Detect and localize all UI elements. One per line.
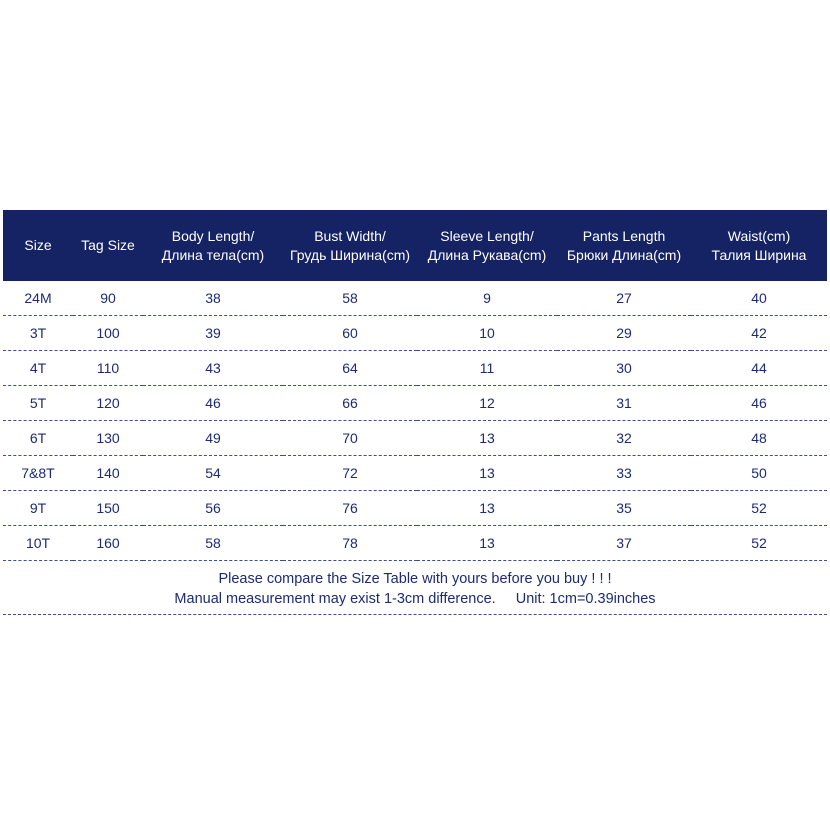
cell-waist: 52	[691, 491, 827, 526]
cell-waist: 50	[691, 456, 827, 491]
cell-tag-size: 110	[73, 351, 143, 386]
table-row	[3, 526, 827, 561]
cell-tag-size: 140	[73, 456, 143, 491]
header-label-ru: Длина тела(cm)	[161, 246, 265, 263]
cell-sleeve-length: 13	[417, 456, 557, 491]
header-size	[3, 210, 73, 281]
header-row	[3, 210, 827, 281]
header-label-ru: Брюки Длина(cm)	[566, 246, 682, 263]
cell-size: 6T	[3, 421, 73, 456]
header-label: Waist(cm)	[727, 227, 791, 244]
cell-pants-length: 29	[557, 316, 691, 351]
unit-note: Unit: 1cm=0.39inches	[515, 591, 656, 607]
cell-pants-length: 30	[557, 351, 691, 386]
cell-bust-width: 66	[283, 386, 417, 421]
cell-bust-width: 76	[283, 491, 417, 526]
table-row	[3, 456, 827, 491]
cell-sleeve-length: 12	[417, 386, 557, 421]
cell-tag-size: 120	[73, 386, 143, 421]
cell-sleeve-length: 13	[417, 491, 557, 526]
cell-waist: 48	[691, 421, 827, 456]
size-chart-table	[3, 210, 827, 561]
size-notes	[3, 561, 827, 615]
cell-body-length: 39	[143, 316, 283, 351]
cell-waist: 40	[691, 281, 827, 316]
cell-waist: 46	[691, 386, 827, 421]
cell-sleeve-length: 10	[417, 316, 557, 351]
header-label: Bust Width/	[314, 227, 386, 244]
cell-size: 7&8T	[3, 456, 73, 491]
cell-bust-width: 58	[283, 281, 417, 316]
header-label: Body Length/	[171, 227, 255, 244]
difference-note: Manual measurement may exist 1-3cm difference.	[174, 591, 496, 607]
header-label: Tag Size	[81, 237, 135, 253]
cell-tag-size: 130	[73, 421, 143, 456]
cell-waist: 44	[691, 351, 827, 386]
cell-bust-width: 64	[283, 351, 417, 386]
cell-waist: 52	[691, 526, 827, 561]
cell-sleeve-length: 9	[417, 281, 557, 316]
cell-size: 24M	[3, 281, 73, 316]
header-label: Size	[24, 237, 52, 253]
compare-note: Please compare the Size Table with yours before you buy ! ! !	[218, 571, 612, 587]
header-label-ru: Длина Рукава(cm)	[427, 246, 547, 263]
cell-body-length: 46	[143, 386, 283, 421]
cell-tag-size: 90	[73, 281, 143, 316]
cell-sleeve-length: 11	[417, 351, 557, 386]
header-label-ru: Грудь Ширина(cm)	[289, 246, 411, 263]
cell-sleeve-length: 13	[417, 526, 557, 561]
cell-pants-length: 27	[557, 281, 691, 316]
cell-size: 4T	[3, 351, 73, 386]
cell-tag-size: 160	[73, 526, 143, 561]
cell-pants-length: 35	[557, 491, 691, 526]
table-row	[3, 491, 827, 526]
cell-bust-width: 70	[283, 421, 417, 456]
cell-pants-length: 33	[557, 456, 691, 491]
cell-tag-size: 100	[73, 316, 143, 351]
cell-body-length: 38	[143, 281, 283, 316]
cell-sleeve-length: 13	[417, 421, 557, 456]
table-row	[3, 316, 827, 351]
cell-body-length: 43	[143, 351, 283, 386]
measurement-note	[3, 589, 827, 609]
header-label: Sleeve Length/	[440, 227, 534, 244]
cell-size: 10T	[3, 526, 73, 561]
table-row	[3, 386, 827, 421]
header-tag-size	[73, 210, 143, 281]
header-pants-length	[557, 210, 691, 281]
header-waist	[691, 210, 827, 281]
cell-body-length: 49	[143, 421, 283, 456]
cell-pants-length: 32	[557, 421, 691, 456]
cell-bust-width: 60	[283, 316, 417, 351]
header-bust-width	[283, 210, 417, 281]
header-body-length	[143, 210, 283, 281]
table-row	[3, 421, 827, 456]
header-sleeve-length	[417, 210, 557, 281]
cell-body-length: 56	[143, 491, 283, 526]
cell-tag-size: 150	[73, 491, 143, 526]
cell-bust-width: 72	[283, 456, 417, 491]
cell-size: 9T	[3, 491, 73, 526]
cell-pants-length: 31	[557, 386, 691, 421]
table-row	[3, 281, 827, 316]
table-row	[3, 351, 827, 386]
header-label: Pants Length	[582, 227, 666, 244]
cell-size: 5T	[3, 386, 73, 421]
cell-pants-length: 37	[557, 526, 691, 561]
cell-size: 3T	[3, 316, 73, 351]
cell-bust-width: 78	[283, 526, 417, 561]
cell-body-length: 58	[143, 526, 283, 561]
cell-waist: 42	[691, 316, 827, 351]
cell-body-length: 54	[143, 456, 283, 491]
header-label-ru: Талия Ширина	[711, 246, 807, 263]
